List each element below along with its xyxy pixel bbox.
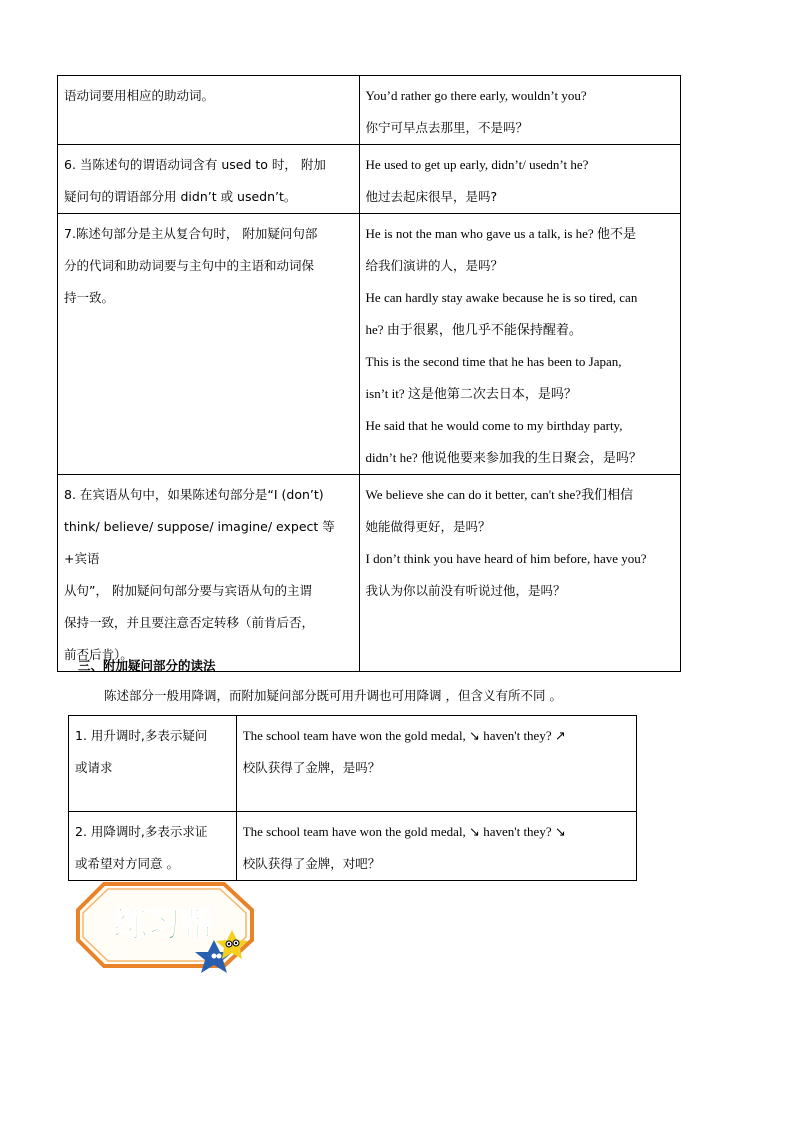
section-intro: 陈述部分一般用降调，而附加疑问部分既可用升调也可用降调 ，但含义有所不同 。 [104,688,562,703]
example-line: 她能做得更好，是吗？ [365,519,491,534]
rule-line: 6. 当陈述句的谓语动词含有 used to 时， 附加 [64,157,326,172]
example-line: I don’t think you have heard of him before, have you? [365,551,647,566]
example-line: 我认为你以前没有听说过他，是吗？ [365,583,566,598]
rule-cell [58,145,360,214]
rule-line: 保持一致，并且要注意否定转移（前肯后否， [64,615,315,630]
rule-line: 8. 在宾语从句中，如果陈述句部分是“I (don’t) [64,487,324,502]
rule-cell [69,812,237,881]
example-cell [359,145,680,214]
rule-line: 或希望对方同意 。 [75,856,179,871]
badge-text: 练习帮 [113,905,215,945]
example-line: He used to get up early, didn’t/ usedn’t he? [365,157,589,172]
example-line: He can hardly stay awake because he is so tired, can [365,290,638,305]
example-line: 你宁可早点去那里，不是吗？ [365,120,529,135]
table-row [69,716,637,812]
rule-line: 语动词要用相应的助动词。 [64,88,215,103]
example-line: The school team have won the gold medal, ↘ haven't they? ↗ [242,728,566,743]
example-line: We believe she can do it better, can't she?我们相信 [365,487,634,502]
rule-line: 1. 用升调时,多表示疑问 [75,728,208,743]
intonation-table [68,715,637,881]
rule-line: 疑问句的谓语部分用 didn’t 或 usedn’t。 [64,189,297,204]
table-row [58,214,681,475]
example-line: 校队获得了金牌，是吗？ [242,760,381,775]
table-row [58,76,681,145]
example-line: You’d rather go there early, wouldn’t you? [365,88,587,103]
example-cell [359,76,680,145]
rule-line: 前否后肯）。 [64,647,133,662]
rule-cell [58,76,360,145]
example-line: isn’t it? 这是他第二次去日本，是吗？ [365,386,577,401]
rule-line: 从句”， 附加疑问句部分要与宾语从句的主谓 [64,583,312,598]
rule-cell [58,214,360,475]
section-heading: 三、附加疑问部分的读法 [78,658,216,673]
rule-line: think/ believe/ suppose/ imagine/ expect 等+宾语 [64,519,335,566]
rule-line: 持一致。 [64,290,115,305]
example-line: This is the second time that he has been to Japan, [365,354,622,369]
example-line: The school team have won the gold medal, ↘ haven't they? ↘ [242,824,566,839]
example-cell [236,716,636,812]
example-line: He said that he would come to my birthday party, [365,418,623,433]
example-line: 他过去起床很早，是吗? [365,189,498,204]
example-cell [359,475,680,672]
example-line: 给我们演讲的人，是吗？ [365,258,504,273]
table-row [69,812,637,881]
table-row [58,145,681,214]
practice-badge-logo [74,880,264,980]
example-line: 校队获得了金牌，对吧？ [242,856,381,871]
rule-line: 分的代词和助动词要与主句中的主语和动词保 [64,258,315,273]
example-cell [236,812,636,881]
table-row [58,475,681,672]
example-line: He is not the man who gave us a talk, is he? 他不是 [365,226,636,241]
grammar-table [57,75,681,672]
rule-line: 7.陈述句部分是主从复合句时， 附加疑问句部 [64,226,318,241]
rule-line: 2. 用降调时,多表示求证 [75,824,208,839]
rule-cell [58,475,360,672]
example-line: he? 由于很累，他几乎不能保持醒着。 [365,322,582,337]
rule-cell [69,716,237,812]
rule-line: 或请求 [75,760,113,775]
example-line: didn’t he? 他说他要来参加我的生日聚会，是吗？ [365,450,642,465]
example-cell [359,214,680,475]
